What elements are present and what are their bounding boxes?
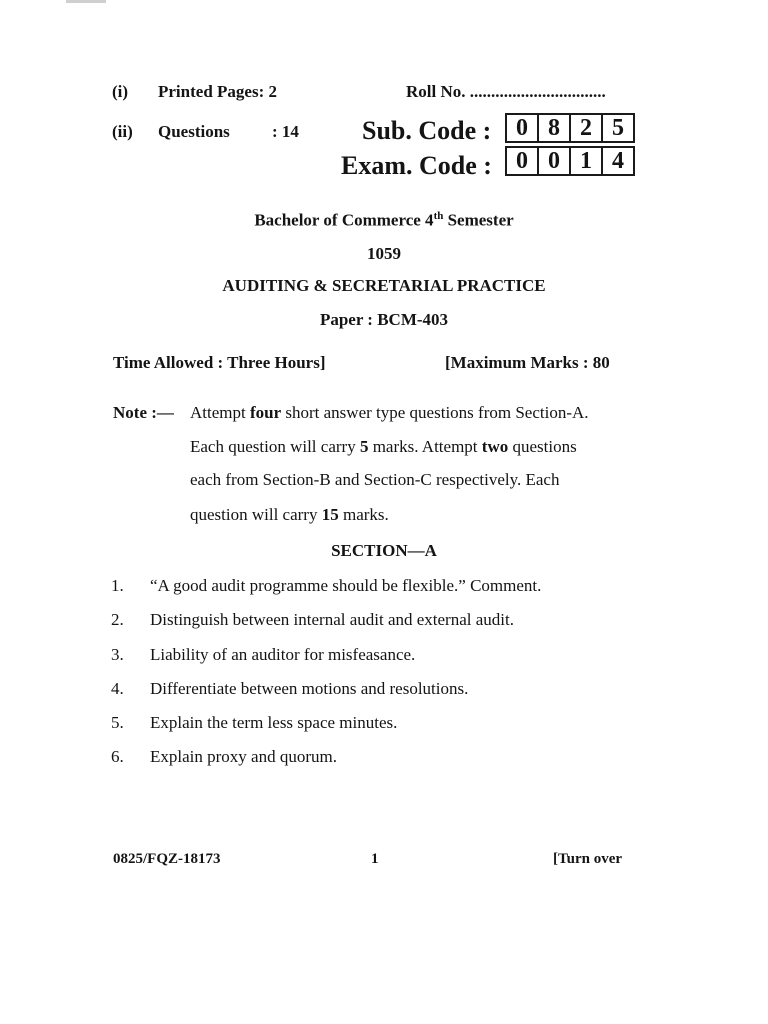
- sub-code-digit: 0: [507, 115, 539, 141]
- question-number: 4.: [111, 679, 124, 698]
- note-line-2: Each question will carry 5 marks. Attempt two questions: [190, 437, 577, 456]
- note-line-4: question will carry 15 marks.: [190, 505, 389, 524]
- printed-pages-label: Printed Pages: 2: [158, 82, 277, 101]
- printed-pages-num: (i): [112, 82, 129, 101]
- time-allowed: Time Allowed : Three Hours]: [113, 353, 326, 372]
- degree-title: Bachelor of Commerce 4th Semester: [254, 210, 514, 230]
- questions-num: (ii): [112, 122, 133, 141]
- exam-code-digit: 0: [539, 148, 571, 174]
- note-line-1: Attempt four short answer type questions from Section-A.: [190, 403, 589, 422]
- question-text: Liability of an auditor for misfeasance.: [150, 645, 416, 664]
- sub-code-digit: 2: [571, 115, 603, 141]
- sub-code-boxes: [505, 113, 635, 143]
- roll-no-label: Roll No. ................................: [406, 82, 606, 101]
- question-text: Distinguish between internal audit and external audit.: [150, 610, 514, 629]
- footer-code: 0825/FQZ-18173: [113, 851, 221, 867]
- scan-mark: [66, 0, 106, 3]
- sub-code-digit: 8: [539, 115, 571, 141]
- paper-number: 1059: [367, 244, 401, 263]
- question-number: 5.: [111, 713, 124, 732]
- page-number: 1: [371, 851, 379, 867]
- question-number: 3.: [111, 645, 124, 664]
- paper-code: Paper : BCM-403: [319, 310, 449, 329]
- question-text: “A good audit programme should be flexible.” Comment.: [150, 576, 542, 595]
- subject-title: AUDITING & SECRETARIAL PRACTICE: [222, 276, 546, 295]
- exam-code-digit: 1: [571, 148, 603, 174]
- questions-label: Questions: [158, 122, 230, 141]
- sub-code-label: Sub. Code :: [362, 116, 492, 145]
- question-number: 2.: [111, 610, 124, 629]
- exam-code-digit: 4: [612, 148, 624, 174]
- exam-code-label: Exam. Code :: [341, 151, 492, 180]
- turn-over: [Turn over: [553, 851, 623, 867]
- question-number: 6.: [111, 747, 124, 766]
- section-title: SECTION—A: [331, 541, 437, 560]
- question-text: Differentiate between motions and resolutions.: [150, 679, 469, 698]
- exam-code-digit: 0: [507, 148, 539, 174]
- exam-code-boxes: [505, 146, 635, 176]
- questions-value: : 14: [272, 122, 299, 141]
- note-line-3: each from Section-B and Section-C respectively. Each: [190, 470, 560, 489]
- question-text: Explain the term less space minutes.: [150, 713, 398, 732]
- note-label: Note :—: [113, 403, 174, 422]
- question-text: Explain proxy and quorum.: [150, 747, 337, 766]
- maximum-marks: [Maximum Marks : 80: [445, 353, 610, 372]
- sub-code-digit: 5: [612, 115, 624, 141]
- question-number: 1.: [111, 576, 124, 595]
